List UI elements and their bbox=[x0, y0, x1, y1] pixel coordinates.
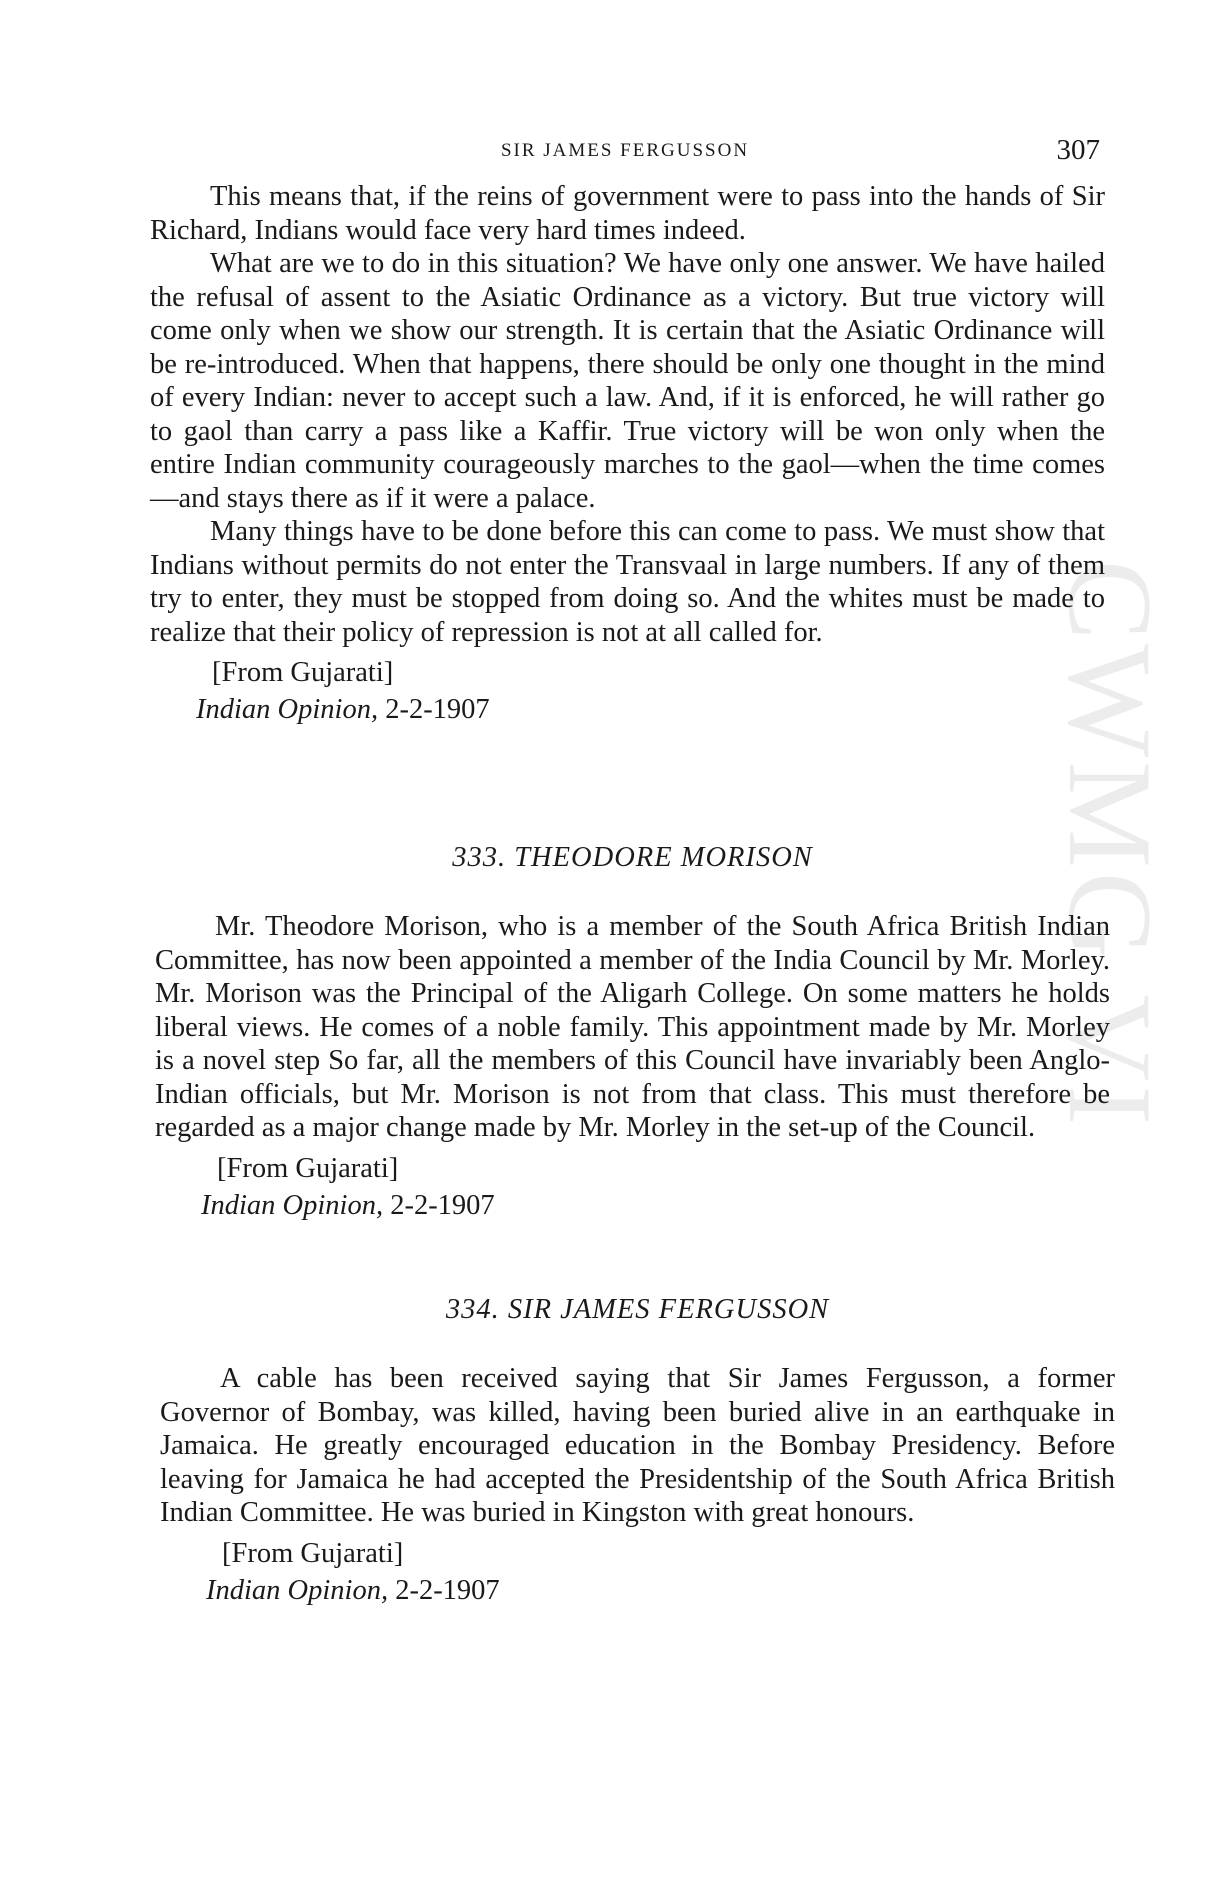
citation bbox=[201, 1187, 1110, 1225]
citation-date: 2-2-1907 bbox=[390, 1189, 495, 1221]
page-number: 307 bbox=[1056, 134, 1100, 166]
source-note: [From Gujarati] bbox=[212, 657, 394, 688]
source-note: [From Gujarati] bbox=[222, 1537, 404, 1569]
paragraph: Mr. Theodore Morison, who is a member of the South Africa British Indian Committee, has now been appointed a member of the India Council by Mr. Morley. Mr. Morison was the Principal of the Aligarh College. On some matters he holds liberal views. He comes of a noble family. This appointment made by Mr. Morley is a novel step So far, all the members of this Council have invariably been Anglo-Indian officials, but Mr. Morison is not from that class. This must therefore be regarded as a major change made by Mr. Morley in the set-up of the Council. bbox=[155, 911, 1110, 1143]
citation bbox=[196, 691, 1105, 729]
continuation-section bbox=[150, 180, 1105, 729]
citation-title: Indian Opinion, bbox=[196, 694, 379, 725]
citation-title: Indian Opinion, bbox=[206, 1574, 389, 1606]
paragraph: This means that, if the reins of government were to pass into the hands of Sir Richard, Indians would face very hard times indeed. bbox=[150, 181, 1105, 246]
citation-date: 2-2-1907 bbox=[385, 694, 490, 725]
citation-date: 2-2-1907 bbox=[395, 1574, 500, 1606]
citation bbox=[206, 1572, 1115, 1610]
citation-title: Indian Opinion, bbox=[201, 1189, 384, 1221]
paragraph: What are we to do in this situation? We have only one answer. We have hailed the refusal of assent to the Asiatic Ordinance as a victory. But true victory will come only when we show our strength. It is certain that the Asiatic Ordinance will be re-introduced. When that happens, there should be only one thought in the mind of every Indian: never to accept such a law. And, if it is enforced, he will rather go to gaol than carry a pass like a Kaffir. True victory will be won only when the entire Indian community courageously marches to the gaol—when the time comes—and stays there as if it were a palace. bbox=[150, 248, 1105, 514]
paragraph: A cable has been received saying that Sir James Fergusson, a former Governor of Bombay, was killed, having been buried alive in an earthquake in Jamaica. He greatly encouraged education in the Bombay Presidency. Before leaving for Jamaica he had accepted the Presidentship of the South Africa British Indian Committee. He was buried in Kingston with great honours. bbox=[160, 1363, 1115, 1528]
article-333 bbox=[155, 842, 1110, 1225]
watermark: CWMG VI bbox=[1044, 560, 1177, 1130]
article-heading: 333. THEODORE MORISON bbox=[452, 842, 813, 873]
article-heading: 334. SIR JAMES FERGUSSON bbox=[445, 1294, 830, 1325]
source-note: [From Gujarati] bbox=[217, 1152, 399, 1184]
running-head bbox=[150, 134, 1100, 174]
running-title: SIR JAMES FERGUSSON bbox=[500, 140, 750, 161]
article-334 bbox=[160, 1294, 1115, 1610]
paragraph: Many things have to be done before this can come to pass. We must show that Indians without permits do not enter the Transvaal in large numbers. If any of them try to enter, they must be stopped from doing so. And the whites must be made to realize that their policy of repression is not at all called for. bbox=[150, 516, 1105, 648]
